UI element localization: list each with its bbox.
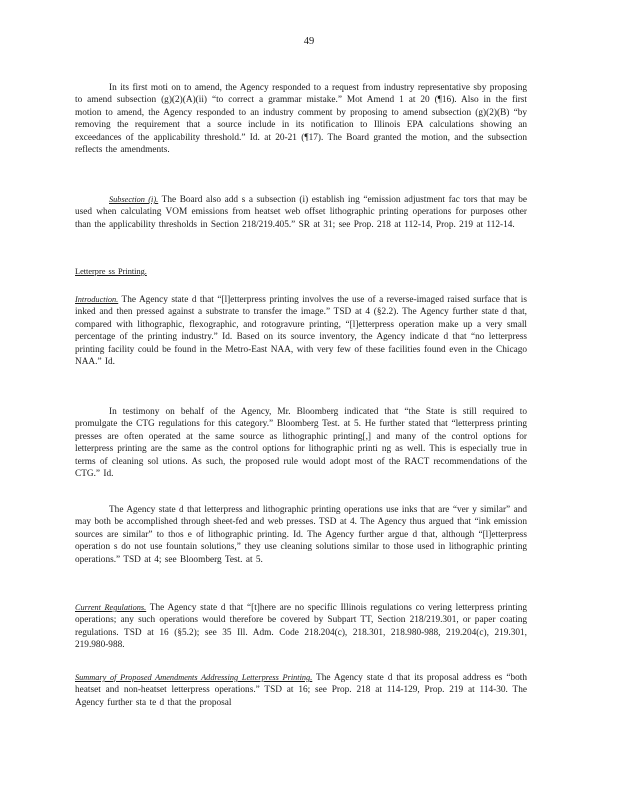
introduction-heading: Introduction.	[75, 295, 119, 304]
page-number: 49	[303, 36, 315, 47]
paragraph-testimony	[75, 406, 527, 480]
current-regulations-heading: Current Regulations.	[75, 603, 147, 612]
paragraph-summary-proposed	[75, 672, 527, 709]
paragraph-ink-similarity	[75, 504, 527, 566]
paragraph-text: In its first moti on to amend, the Agency responded to a request from industry representative sby proposing to amend subsection (g)(2)(A)(ii) “to correct a grammar mistake.” Mot Amend 1 at 20 (¶16). Also in the first motion to amend, the Agency responded to an industry comment by proposing to amend subsection (g)(2)(B) “by removing the requirement that a source include in its notification to Illinois EPA calculations showing an exceedances of the applicability threshold.” Id. at 20-21 (¶17). The Board granted the motion, and the subsection reflects the amendments.	[75, 83, 527, 156]
paragraph-subsection-i	[75, 194, 527, 231]
paragraph-text: In testimony on behalf of the Agency, Mr. Bloomberg indicated that “the State is still required to promulgate the CTG regulations for this category.” Bloomberg Test. at 5. He further stated that “letterpress printing presses are often operated at the same source as lithographic printing[,] and many of the control options for letterpress printing are the same as the control options for lithographic printi ng as well. This is especially true in terms of cleaning sol utions. As such, the proposed rule would adopt most of the RACT recommendations of the CTG.” Id.	[75, 407, 527, 480]
paragraph-introduction	[75, 294, 527, 368]
paragraph-text: The Agency state d that letterpress and lithographic printing operations use inks that are “ver y similar” and may both be accomplished through sheet-fed and web presses. TSD at 4. The Agency thus argued that “ink emission sources are similar” to thos e of lithographic printing. Id. The Agency further argue d that, although “[l]etterpress operation s do not use fountain solutions,” they use cleaning solutions similar to those used in lithographic printing operations.” TSD at 4; see Bloomberg Test. at 5.	[75, 505, 527, 565]
subsection-heading: Subsection (i).	[109, 195, 159, 204]
paragraph-current-regulations	[75, 602, 527, 652]
section-heading-letterpress	[75, 266, 527, 278]
paragraph-first-motion	[75, 82, 527, 156]
paragraph-text: The Agency state d that “[l]etterpress printing involves the use of a reverse-imaged raised surface that is inked and then pressed against a substrate to transfer the image.” TSD at 4 (§2.2). The Agency further state d that, compared with lithographic, flexographic, and rotogravure printing, “[l]etterpress operation make up a very small percentage of the printing industry.” Id. Based on its source inventory, the Agency indicate d that “no letterpress printing facility could be found in the Metro-East NAA, with very few of these facilities found even in the Chicago NAA.” Id.	[75, 295, 527, 368]
paragraph-text: The Agency state d that its proposal address es “both heatset and non-heatset letterpress operations.” TSD at 16; see Prop. 218 at 114-129, Prop. 219 at 114-30. The Agency further sta te d that the proposal	[75, 673, 528, 708]
paragraph-text: The Agency state d that “[t]here are no specific Illinois regulations co vering letterpress printing operations; any such operations would therefore be covered by Subpart TT, Section 218/219.301, or paper coating regulations. TSD at 16 (§5.2); see 35 Ill. Adm. Code 218.204(c), 218.301, 218.980-988, 219.204(c), 219.301, 219.980-988.	[75, 603, 528, 651]
summary-heading: Summary of Proposed Amendments Addressing Letterpress Printing.	[75, 673, 313, 682]
letterpress-heading: Letterpre ss Printing.	[75, 267, 147, 276]
paragraph-text: The Board also add s a subsection (i) establish ing “emission adjustment fac tors that may be used when calculating VOM emissions from heatset web offset lithographic printing operations for purposes other than the applicability thresholds in Section 218/219.405.” SR at 31; see Prop. 218 at 112-14, Prop. 219 at 112-14.	[75, 195, 527, 230]
